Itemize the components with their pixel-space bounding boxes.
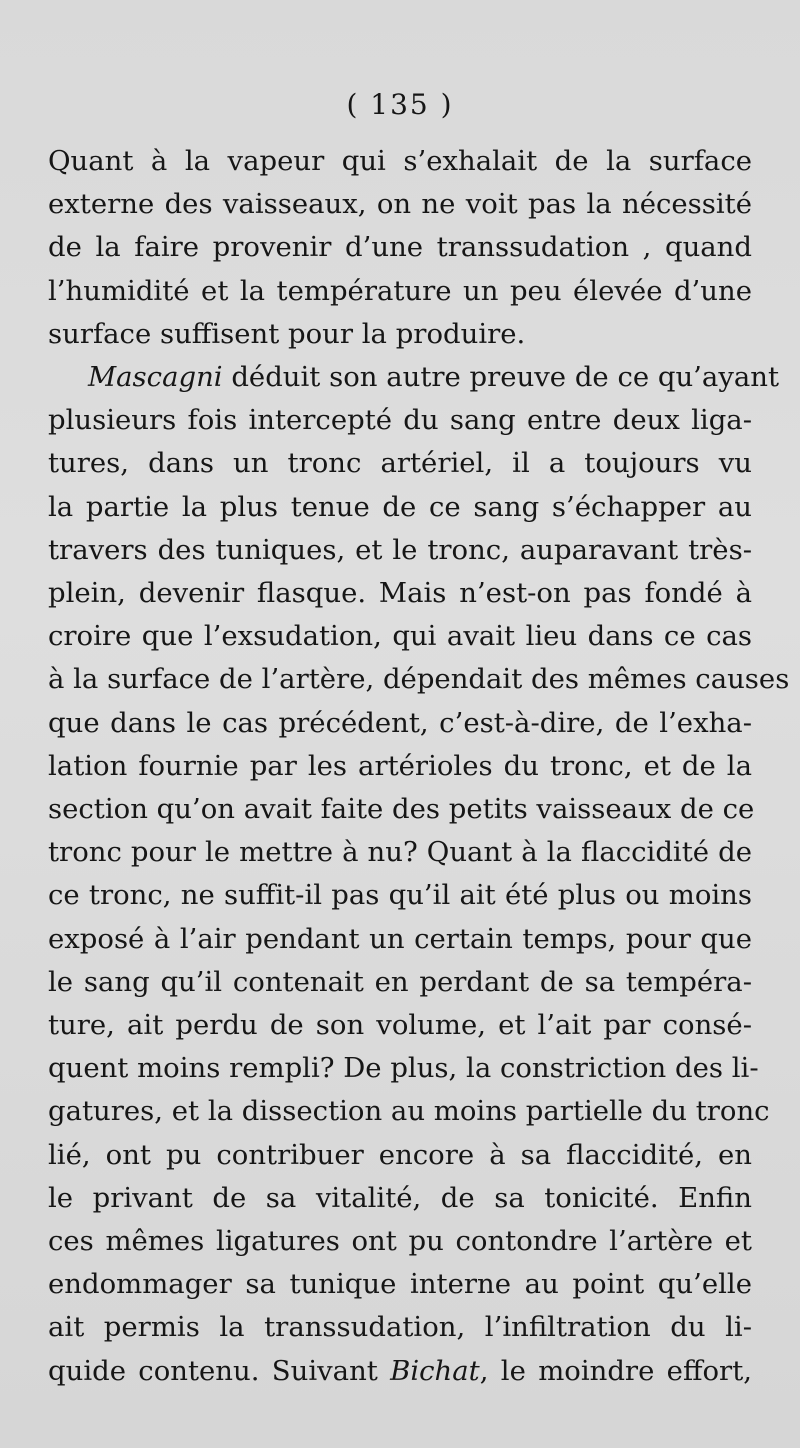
text-line: ait permis la transsudation, l’infiltration du li- (48, 1311, 752, 1344)
text-line: Quant à la vapeur qui s’exhalait de la surface (48, 145, 752, 177)
text-line: endommager sa tunique interne au point qu’elle (48, 1268, 752, 1301)
text-line-rest: , le moindre effort, (479, 1354, 752, 1387)
text-line: de la faire provenir d’une transsudation , quand (48, 231, 752, 264)
author-name-mascagni: Mascagni (88, 361, 223, 394)
text-line: quent moins rempli? De plus, la constriction des li- (48, 1052, 759, 1085)
text-line: le sang qu’il contenait en perdant de sa tempéra- (48, 965, 752, 998)
text-line-rest: déduit son autre preuve de ce qu’ayant (222, 361, 780, 394)
text-line: gatures, et la dissection au moins partielle du tronc (48, 1095, 770, 1128)
text-line: la partie la plus tenue de ce sang s’échapper au (48, 490, 752, 523)
text-line: que dans le cas précédent, c’est-à-dire, de l’exha- (48, 706, 752, 739)
text-line: ces mêmes ligatures ont pu contondre l’artère et (48, 1225, 752, 1258)
text-line: section qu’on avait faite des petits vaisseaux de ce (48, 793, 755, 826)
text-line-start: quide contenu. Suivant (48, 1354, 391, 1387)
text-line: plusieurs fois intercepté du sang entre deux liga- (48, 404, 752, 437)
text-line: ture, ait perdu de son volume, et l’ait par consé- (48, 1009, 752, 1042)
author-name-bichat: Bichat (390, 1354, 480, 1387)
text-line: croire que l’exsudation, qui avait lieu dans ce cas (48, 620, 752, 653)
page-number: ( 135 ) (346, 88, 454, 121)
text-line (48, 356, 780, 399)
text-line: externe des vaisseaux, on ne voit pas la nécessité (48, 188, 752, 221)
text-line: tronc pour le mettre à nu? Quant à la flaccidité de (48, 836, 752, 869)
body-text (48, 140, 790, 1393)
text-line: travers des tuniques, et le tronc, auparavant très- (48, 533, 752, 566)
text-line (48, 1350, 752, 1393)
text-line: plein, devenir flasque. Mais n’est-on pas fondé à (48, 577, 752, 610)
text-line: tures, dans un tronc artériel, il a toujours vu (48, 447, 752, 480)
text-line: lation fournie par les artérioles du tronc, et de la (48, 749, 752, 782)
text-line: le privant de sa vitalité, de sa tonicité. Enfin (48, 1181, 752, 1214)
text-line: à la surface de l’artère, dépendait des mêmes causes (48, 663, 790, 696)
text-line: exposé à l’air pendant un certain temps, pour que (48, 922, 752, 955)
text-line: surface suffisent pour la produire. (48, 317, 526, 350)
text-line: lié, ont pu contribuer encore à sa flaccidité, en (48, 1138, 752, 1171)
text-line: ce tronc, ne suffit-il pas qu’il ait été plus ou moins (48, 879, 752, 912)
text-line: l’humidité et la température un peu élevée d’une (48, 274, 752, 307)
